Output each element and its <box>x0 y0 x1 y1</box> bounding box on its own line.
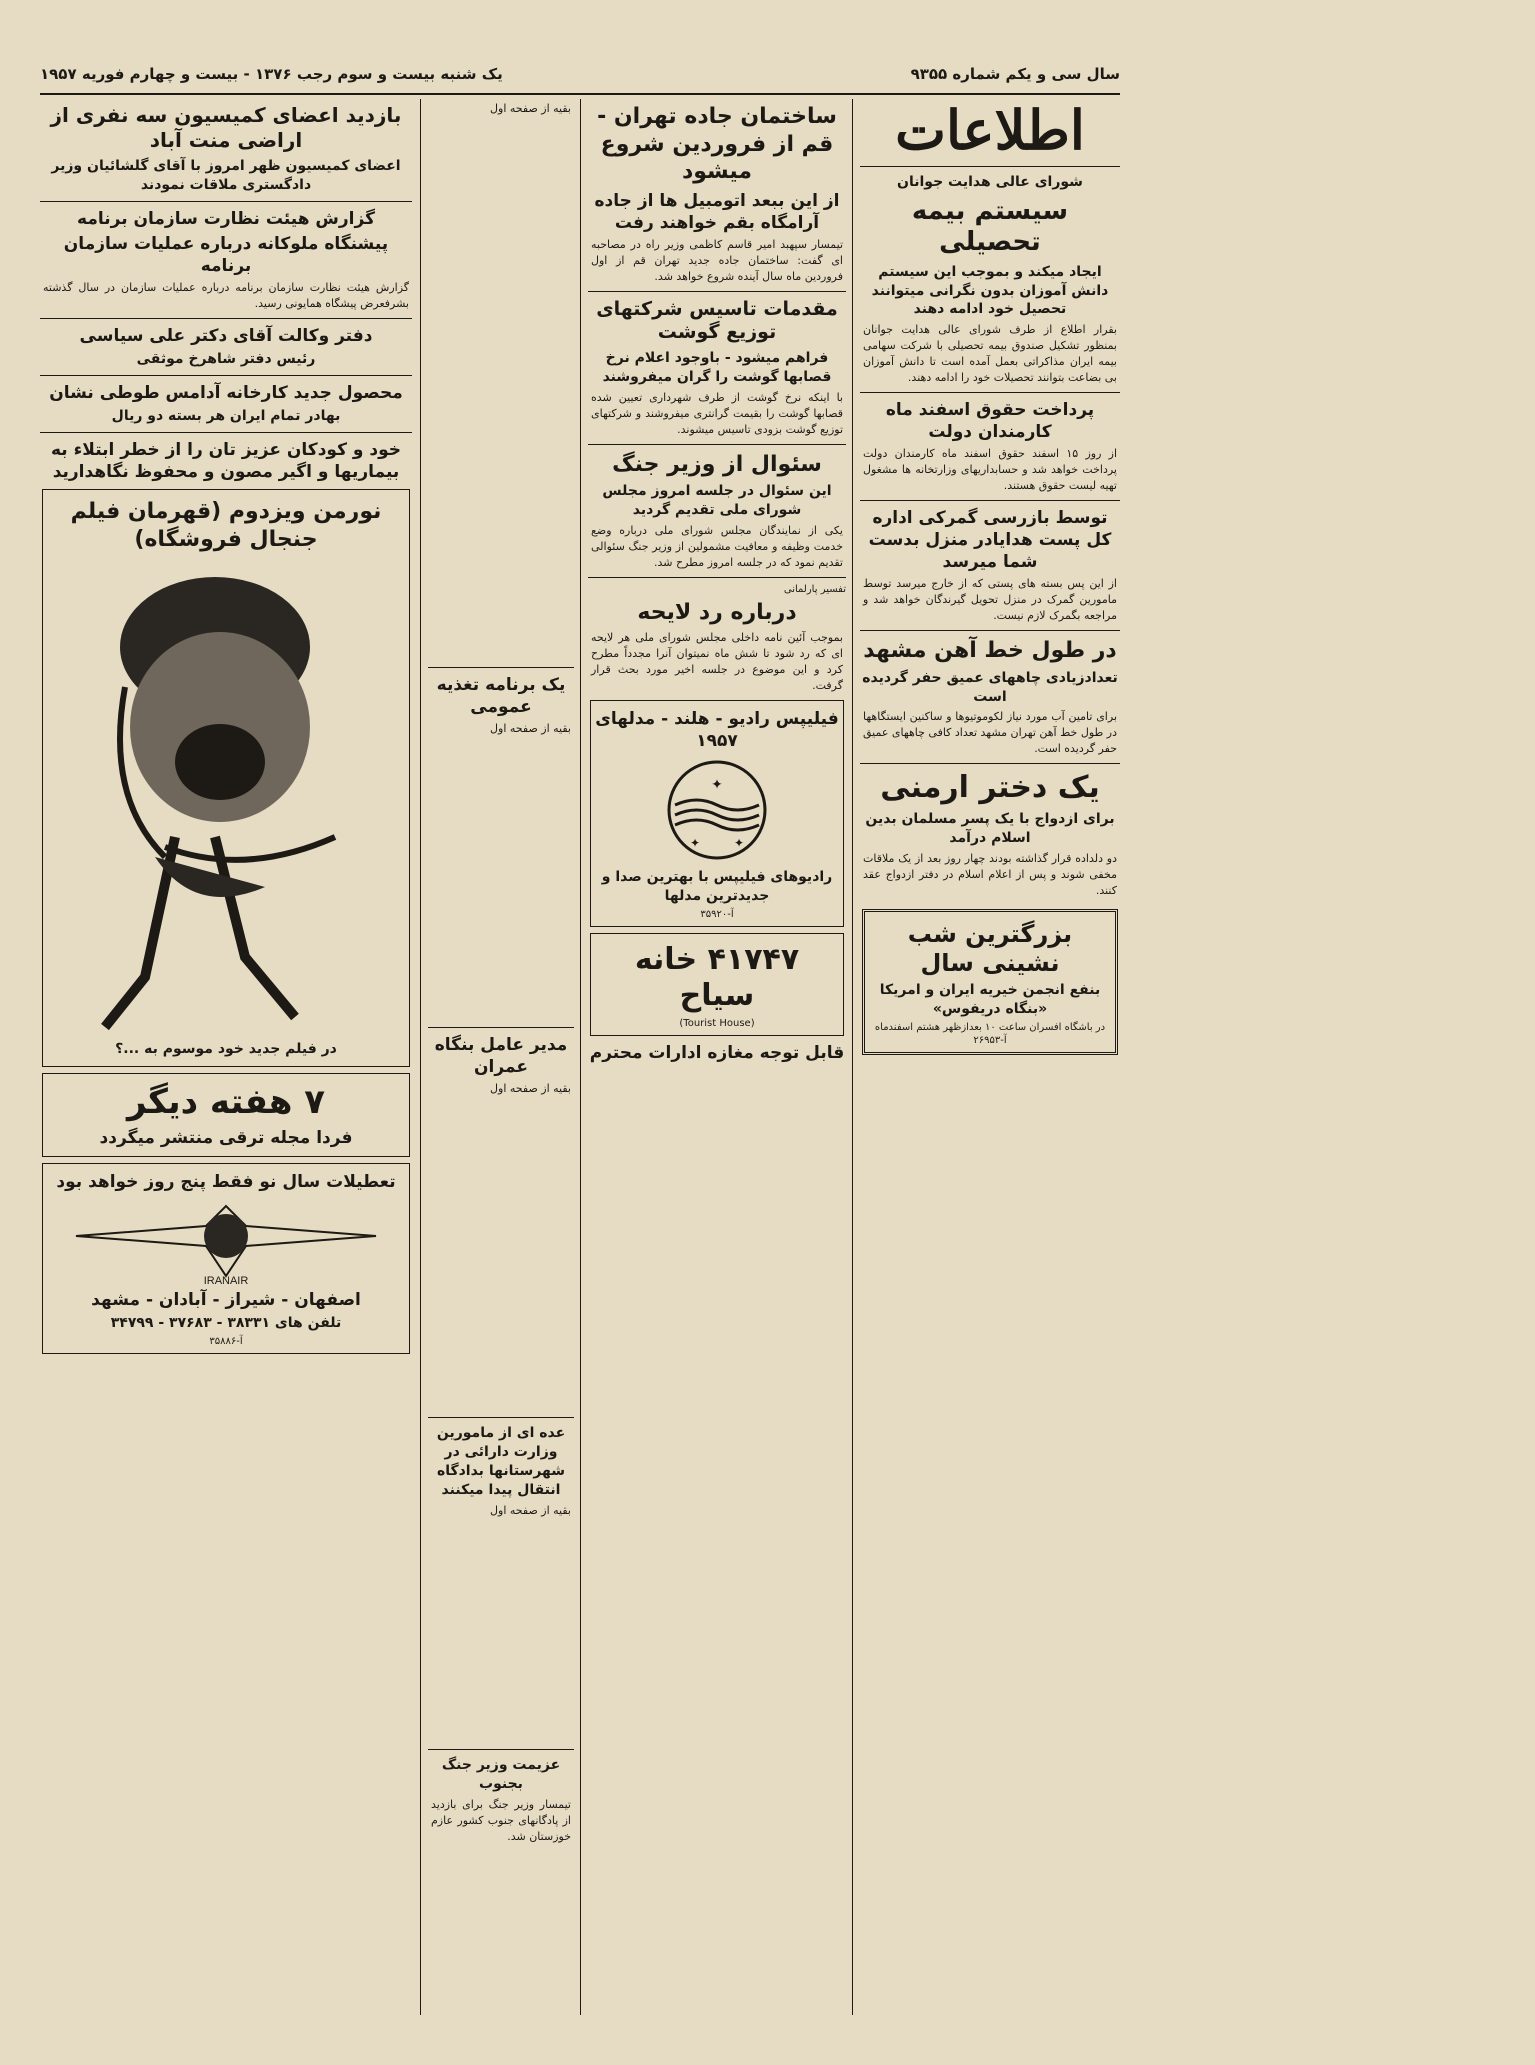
article-parliament: بموجب آئین نامه داخلی مجلس شورای ملی هر لایحه ای که رد شود تا شش ماه نمیتوان آنرا مجدداً مطرح کرد و این موضوع در جلسه اخیر مورد بحث قرار گرفت. <box>591 631 843 692</box>
ad-code: آ-۳۵۸۸۶ <box>209 1335 243 1347</box>
headline-south: عزیمت وزیر جنگ بجنوب <box>441 1756 561 1792</box>
article-continued: بقیه از صفحه اول <box>490 102 571 115</box>
header-issue: سال سی و یکم شماره ۹۳۵۵ <box>910 65 1120 83</box>
header-date: یک شنبه بیست و سوم رجب ۱۳۷۶ - بیست و چهارم فوریه ۱۹۵۷ <box>40 65 503 83</box>
ad-phones: تلفن های ۳۸۳۳۱ - ۳۷۶۸۳ - ۳۴۷۹۹ <box>110 1315 342 1332</box>
ad-cities: اصفهان - شیراز - آبادان - مشهد <box>91 1289 361 1310</box>
subhead-plan: پیشنگاه ملوکانه درباره عملیات سازمان برنامه <box>63 233 389 276</box>
headline-children: خود و کودکان عزیز تان را از خطر ابتلاء به بیماریها و اگیر مصون و محفوظ نگاهدارید <box>51 439 401 482</box>
article-salary: از روز ۱۵ اسفند حقوق اسفند ماه کارمندان دولت پرداخت خواهد شد و حسابداریهای وزارتخانه ها مشغول تهیه لیست حقوق هستند. <box>863 447 1117 493</box>
subhead-rail: تعدادزیادی چاههای عمیق حفر گردیده است <box>862 669 1118 705</box>
ad-party-sub: بنفع انجمن خیریه ایران و امریکا «بنگاه دریفوس» <box>879 982 1101 1018</box>
headline-staff: عده ای از مامورین وزارت دارائی در شهرستانها بدادگاه انتقال پیدا میکنند <box>436 1425 566 1499</box>
subhead-road: از این ببعد اتومبیل ها از جاده آرامگاه بقم خواهند رفت <box>594 190 840 233</box>
page-header <box>40 55 1120 95</box>
column-1 <box>860 99 1120 2015</box>
headline-insurance: سیستم بیمه تحصیلی <box>911 196 1069 258</box>
article-road: تیمسار سپهبد امیر قاسم کاظمی وزیر راه در مصاحبه ای گفت: ساختمان جاده جدید تهران قم از اول فروردین ماه سال آینده شروع خواهد شد. <box>591 237 843 283</box>
article-plan: گزارش هیئت نظارت سازمان برنامه درباره عملیات سازمان در سال گذشته بشرفعرض پیشگاه همایونی رسید. <box>43 281 409 310</box>
article-rail: برای تامین آب مورد نیاز لکوموتیوها و ساکنین ایستگاهها در طول خط آهن تهران مشهد تعداد کافی چاههای عمیق حفر گردیده است. <box>863 710 1117 756</box>
caricature-image <box>47 557 405 1037</box>
article-nutrition: بقیه از صفحه اول <box>490 722 571 736</box>
headline-parliament: درباره رد لایحه <box>637 599 797 625</box>
ad-house-en: (Tourist House) <box>679 1017 755 1029</box>
ad-philips <box>590 700 844 927</box>
headline-visit: بازدید اعضای کمیسیون سه نفری از اراضی منت آباد <box>50 103 402 152</box>
subhead-office: رئیس دفتر شاهرخ موثقی <box>136 351 316 368</box>
svg-text:✦: ✦ <box>733 836 745 851</box>
headline-plan: گزارش هیئت نظارت سازمان برنامه <box>77 208 375 229</box>
headline-armenian: یک دختر ارمنی <box>880 770 1100 806</box>
headline-office: دفتر وکالت آقای دکتر علی سیاسی <box>79 325 373 346</box>
headline-meat: مقدمات تاسیس شرکتهای توزیع گوشت <box>596 297 838 344</box>
ad-philips-code: آ-۳۵۹۲۰ <box>700 908 734 920</box>
ad-house-line <box>595 942 839 1014</box>
philips-logo-icon <box>617 755 817 865</box>
headline-product: محصول جدید کارخانه آدامس طوطی نشان <box>49 382 403 403</box>
ad-tourist-house <box>590 933 844 1036</box>
column-4 <box>428 99 574 2015</box>
subhead-insurance: ایجاد میکند و بموجب این سیستم دانش آموزان بدون نگرانی میتوانند تحصیل خود ادامه دهند <box>871 263 1109 318</box>
column-2 <box>588 99 846 2015</box>
article-staff: بقیه از صفحه اول <box>490 1503 571 1517</box>
ad-iranair <box>42 1163 410 1354</box>
article-meat: با اینکه نرخ گوشت از طرف شهرداری تعیین شده قصابها گوشت را بقیمت گرانتری میفروشند و شرکتهای توزیع گوشت بزودی تاسیس میشوند. <box>591 390 843 436</box>
ad-philips-text: رادیوهای فیلیپس با بهترین صدا و جدیدترین مدلها <box>601 869 833 905</box>
headline-customs: توسط بازرسی گمرکی اداره کل پست هدایادر منزل بدست شما میرسد <box>868 508 1112 573</box>
article-armenian: دو دلداده قرار گذاشته بودند چهار روز بعد از یک ملاقات مخفی شوند و پس از اعلام اسلام در دفتر ازدواج عقد کنند. <box>863 852 1117 897</box>
ad-house-tel: ۴۱۷۴۷ <box>707 941 800 977</box>
ad-holiday: تعطیلات سال نو فقط پنج روز خواهد بود <box>56 1171 396 1192</box>
label-parliament: تفسیر پارلمانی <box>783 583 846 595</box>
council-label: شورای عالی هدایت جوانان <box>897 174 1083 191</box>
headline-question: سئوال از وزیر جنگ <box>612 451 822 477</box>
headline-bank: مدیر عامل بنگاه عمران <box>434 1035 568 1078</box>
article-bank: بقیه از صفحه اول <box>490 1082 571 1096</box>
subhead-question: این سئوال در جلسه امروز مجلس شورای ملی تقدیم گردید <box>602 483 832 518</box>
headline-salary: پرداخت حقوق اسفند ماه کارمندان دولت <box>885 400 1095 443</box>
ad-movie-bottom: در فیلم جدید خود موسوم به ...؟ <box>115 1041 337 1058</box>
headline-rail: در طول خط آهن مشهد <box>863 638 1117 664</box>
ad-weeks-sub: فردا مجله ترقی منتشر میگردد <box>99 1127 353 1148</box>
ad-shop: قابل توجه مغازه ادارات محترم <box>589 1042 845 1063</box>
ad-party-place: در باشگاه افسران ساعت ۱۰ بعدازظهر هشتم اسفندماه <box>874 1022 1106 1034</box>
subhead-meat: فراهم میشود - باوجود اعلام نرخ قصابها گوشت را گران میفروشند <box>602 350 832 385</box>
svg-text:✦: ✦ <box>689 836 701 851</box>
iranair-logo-icon <box>56 1196 396 1286</box>
ad-house-name: خانه سیاح <box>634 941 755 1013</box>
svg-text:✦: ✦ <box>711 777 723 794</box>
ad-party-code: آ-۲۶۹۵۳ <box>973 1035 1007 1047</box>
iranair-label: IRANAIR <box>203 1274 249 1286</box>
ad-weeks-title: ۷ هفته دیگر <box>126 1081 326 1122</box>
ad-party <box>862 909 1118 1055</box>
subhead-visit: اعضای کمیسیون ظهر امروز با آقای گلشائیان وزیر دادگستری ملاقات نمودند <box>51 158 401 193</box>
article-south: تیمسار وزیر جنگ برای بازدید از پادگانهای جنوب کشور عازم خوزستان شد. <box>431 1797 571 1843</box>
ad-weeks <box>42 1073 410 1157</box>
ad-party-title: بزرگترین شب نشینی سال <box>907 919 1073 977</box>
newspaper-page <box>40 55 1120 2015</box>
headline-road: ساختمان جاده تهران - قم از فروردین شروع میشود <box>597 104 837 184</box>
subhead-product: بهادر تمام ایران هر بسته دو ریال <box>111 408 341 425</box>
subhead-armenian: برای ازدواج با یک پسر مسلمان بدین اسلام درآمد <box>865 811 1115 847</box>
headline-nutrition: یک برنامه تغذیه عمومی <box>436 675 566 718</box>
masthead: اطلاعات <box>895 99 1085 162</box>
ad-philips-title: فیلیپس رادیو - هلند - مدلهای ۱۹۵۷ <box>595 708 839 752</box>
column-3 <box>40 99 412 2015</box>
article-customs: از این پس بسته های پستی که از خارج میرسد توسط مامورین گمرک در منزل تحویل گیرندگان خواهد شد و مراجعه بگمرک لازم نیست. <box>863 577 1117 623</box>
caricature-icon <box>45 557 405 1037</box>
ad-movie <box>42 489 410 1067</box>
ad-movie-title: نورمن ویزدوم (قهرمان فیلم جنجال فروشگاه) <box>70 499 382 552</box>
article-insurance: بقرار اطلاع از طرف شورای عالی هدایت جوانان بمنظور تشکیل صندوق بیمه تحصیلی با شرکت سهامی بیمه ایران مذاکراتی بعمل آمده است تا دانش آموزان بی بضاعت بتوانند تحصیلات خود را ادامه دهند. <box>863 323 1117 385</box>
article-question: یکی از نمایندگان مجلس شورای ملی درباره وضع خدمت وظیفه و معافیت مشمولین از وزیر جنگ سئوالی تقدیم نمود که در جلسه امروز مطرح شد. <box>591 523 843 569</box>
